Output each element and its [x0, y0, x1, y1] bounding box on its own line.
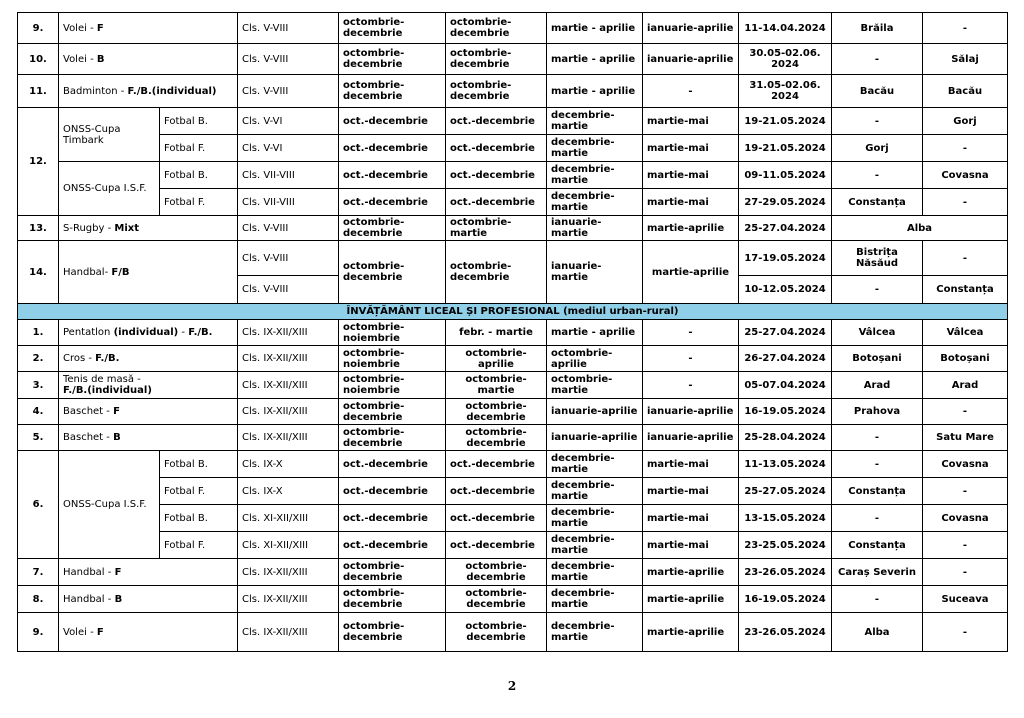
- stage-cell: octombrie-decembrie: [339, 216, 446, 241]
- final-date-cell: 27-29.05.2024: [739, 189, 832, 216]
- final-date-cell: 16-19.05.2024: [739, 399, 832, 425]
- stage-cell: octombrie-decembrie: [446, 559, 547, 586]
- location-cell: Caraș Severin: [832, 559, 923, 586]
- location-cell: Arad: [923, 372, 1008, 399]
- class-cell: Cls. V-VIII: [238, 13, 339, 44]
- class-cell: Cls. VII-VIII: [238, 189, 339, 216]
- location-cell: Covasna: [923, 505, 1008, 532]
- row-number: 9.: [18, 13, 59, 44]
- stage-cell: ianuarie-aprilie: [643, 399, 739, 425]
- stage-cell: octombrie-decembrie: [446, 425, 547, 451]
- table-row: [18, 505, 1008, 532]
- table-row: [18, 425, 1008, 451]
- stage-cell: octombrie-decembrie: [446, 13, 547, 44]
- sport-cell: Handbal - F: [59, 559, 238, 586]
- table-row: [18, 451, 1008, 478]
- stage-cell: oct.-decembrie: [446, 189, 547, 216]
- stage-cell: ianuarie-martie: [547, 241, 643, 304]
- stage-cell: oct.-decembrie: [339, 532, 446, 559]
- stage-cell: -: [643, 372, 739, 399]
- stage-cell: decembrie-martie: [547, 505, 643, 532]
- stage-cell: decembrie-martie: [547, 532, 643, 559]
- group-cell: ONSS-Cupa I.S.F.: [59, 162, 160, 216]
- final-date-cell: 10-12.05.2024: [739, 276, 832, 304]
- location-cell: -: [923, 559, 1008, 586]
- subcategory-cell: Fotbal B.: [160, 451, 238, 478]
- row-number: 8.: [18, 586, 59, 613]
- class-cell: Cls. V-VI: [238, 108, 339, 135]
- stage-cell: decembrie-martie: [547, 135, 643, 162]
- stage-cell: ianuarie-aprilie: [643, 425, 739, 451]
- row-number: 1.: [18, 320, 59, 346]
- stage-cell: octombrie-decembrie: [339, 586, 446, 613]
- stage-cell: martie-mai: [643, 478, 739, 505]
- competition-schedule-table: [17, 12, 1008, 652]
- row-number: 14.: [18, 241, 59, 304]
- stage-cell: martie-mai: [643, 162, 739, 189]
- final-date-cell: 17-19.05.2024: [739, 241, 832, 276]
- location-cell: -: [923, 613, 1008, 652]
- table-row: [18, 162, 1008, 189]
- location-cell: Arad: [832, 372, 923, 399]
- location-cell: -: [832, 425, 923, 451]
- stage-cell: octombrie-decembrie: [339, 559, 446, 586]
- location-cell: Covasna: [923, 451, 1008, 478]
- stage-cell: ianuarie-martie: [547, 216, 643, 241]
- location-cell: Constanța: [832, 189, 923, 216]
- stage-cell: oct.-decembrie: [446, 162, 547, 189]
- table-row: [18, 320, 1008, 346]
- class-cell: Cls. V-VIII: [238, 75, 339, 108]
- stage-cell: octombrie-aprilie: [547, 346, 643, 372]
- row-number: 5.: [18, 425, 59, 451]
- final-date-cell: 30.05-02.06. 2024: [739, 44, 832, 75]
- stage-cell: octombrie-decembrie: [339, 425, 446, 451]
- final-date-cell: 11-14.04.2024: [739, 13, 832, 44]
- sport-cell: Handbal - B: [59, 586, 238, 613]
- location-cell: -: [923, 241, 1008, 276]
- stage-cell: octombrie-decembrie: [339, 399, 446, 425]
- location-cell: Gorj: [832, 135, 923, 162]
- location-cell: -: [923, 532, 1008, 559]
- stage-cell: octombrie-martie: [446, 216, 547, 241]
- location-cell: Botoșani: [923, 346, 1008, 372]
- row-number: 12.: [18, 108, 59, 216]
- stage-cell: febr. - martie: [446, 320, 547, 346]
- final-date-cell: 25-27.04.2024: [739, 320, 832, 346]
- final-date-cell: 25-27.05.2024: [739, 478, 832, 505]
- location-cell: Covasna: [923, 162, 1008, 189]
- stage-cell: octombrie-decembrie: [446, 613, 547, 652]
- sport-cell: Volei - B: [59, 44, 238, 75]
- stage-cell: octombrie-decembrie: [339, 13, 446, 44]
- stage-cell: oct.-decembrie: [339, 478, 446, 505]
- row-number: 6.: [18, 451, 59, 559]
- final-date-cell: 26-27.04.2024: [739, 346, 832, 372]
- stage-cell: octombrie-aprilie: [446, 346, 547, 372]
- stage-cell: oct.-decembrie: [446, 505, 547, 532]
- location-cell: Vâlcea: [923, 320, 1008, 346]
- class-cell: Cls. IX-XII/XIII: [238, 346, 339, 372]
- row-number: 11.: [18, 75, 59, 108]
- location-cell: Alba: [832, 216, 1008, 241]
- stage-cell: oct.-decembrie: [339, 108, 446, 135]
- stage-cell: martie-aprilie: [643, 586, 739, 613]
- sport-cell: Handbal- F/B: [59, 241, 238, 304]
- class-cell: Cls. IX-X: [238, 451, 339, 478]
- table-row: [18, 108, 1008, 135]
- stage-cell: decembrie-martie: [547, 162, 643, 189]
- stage-cell: octombrie-decembrie: [446, 586, 547, 613]
- stage-cell: octombrie-noiembrie: [339, 372, 446, 399]
- final-date-cell: 23-25.05.2024: [739, 532, 832, 559]
- table-row: [18, 559, 1008, 586]
- row-number: 10.: [18, 44, 59, 75]
- stage-cell: octombrie-decembrie: [339, 613, 446, 652]
- stage-cell: octombrie-decembrie: [339, 241, 446, 304]
- final-date-cell: 19-21.05.2024: [739, 135, 832, 162]
- class-cell: Cls. V-VI: [238, 135, 339, 162]
- stage-cell: octombrie-decembrie: [446, 44, 547, 75]
- class-cell: Cls. IX-XII/XIII: [238, 559, 339, 586]
- stage-cell: oct.-decembrie: [446, 451, 547, 478]
- stage-cell: -: [643, 75, 739, 108]
- subcategory-cell: Fotbal B.: [160, 108, 238, 135]
- sport-cell: Badminton - F./B.(individual): [59, 75, 238, 108]
- class-cell: Cls. IX-XII/XIII: [238, 425, 339, 451]
- stage-cell: decembrie-martie: [547, 613, 643, 652]
- stage-cell: decembrie-martie: [547, 559, 643, 586]
- final-date-cell: 19-21.05.2024: [739, 108, 832, 135]
- final-date-cell: 13-15.05.2024: [739, 505, 832, 532]
- table-row: [18, 216, 1008, 241]
- stage-cell: -: [643, 346, 739, 372]
- class-cell: Cls. V-VIII: [238, 241, 339, 276]
- sport-cell: Tenis de masă - F./B.(individual): [59, 372, 238, 399]
- stage-cell: ianuarie-aprilie: [643, 44, 739, 75]
- final-date-cell: 16-19.05.2024: [739, 586, 832, 613]
- sport-cell: Baschet - F: [59, 399, 238, 425]
- sport-cell: Baschet - B: [59, 425, 238, 451]
- location-cell: -: [832, 276, 923, 304]
- stage-cell: decembrie-martie: [547, 586, 643, 613]
- stage-cell: octombrie-decembrie: [446, 399, 547, 425]
- location-cell: -: [923, 13, 1008, 44]
- subcategory-cell: Fotbal F.: [160, 189, 238, 216]
- stage-cell: martie-aprilie: [643, 613, 739, 652]
- stage-cell: martie-aprilie: [643, 559, 739, 586]
- page-number: 2: [507, 679, 517, 693]
- stage-cell: octombrie-decembrie: [339, 44, 446, 75]
- final-date-cell: 31.05-02.06. 2024: [739, 75, 832, 108]
- final-date-cell: 25-27.04.2024: [739, 216, 832, 241]
- sport-cell: S-Rugby - Mixt: [59, 216, 238, 241]
- table-row: [18, 478, 1008, 505]
- location-cell: Bistrița Năsăud: [832, 241, 923, 276]
- final-date-cell: 23-26.05.2024: [739, 613, 832, 652]
- stage-cell: decembrie-martie: [547, 189, 643, 216]
- location-cell: Constanța: [832, 532, 923, 559]
- location-cell: -: [832, 44, 923, 75]
- stage-cell: oct.-decembrie: [339, 505, 446, 532]
- location-cell: -: [923, 399, 1008, 425]
- stage-cell: octombrie-decembrie: [446, 75, 547, 108]
- table-row: [18, 13, 1008, 44]
- sport-cell: Cros - F./B.: [59, 346, 238, 372]
- stage-cell: decembrie-martie: [547, 108, 643, 135]
- table-row: [18, 613, 1008, 652]
- final-date-cell: 09-11.05.2024: [739, 162, 832, 189]
- stage-cell: martie-mai: [643, 108, 739, 135]
- stage-cell: -: [643, 320, 739, 346]
- class-cell: Cls. XI-XII/XIII: [238, 532, 339, 559]
- location-cell: Brăila: [832, 13, 923, 44]
- subcategory-cell: Fotbal F.: [160, 478, 238, 505]
- class-cell: Cls. V-VIII: [238, 44, 339, 75]
- table-row: [18, 241, 1008, 276]
- stage-cell: martie-mai: [643, 189, 739, 216]
- stage-cell: decembrie-martie: [547, 478, 643, 505]
- stage-cell: octombrie-martie: [547, 372, 643, 399]
- stage-cell: octombrie-noiembrie: [339, 320, 446, 346]
- stage-cell: martie - aprilie: [547, 75, 643, 108]
- location-cell: -: [832, 108, 923, 135]
- location-cell: Vâlcea: [832, 320, 923, 346]
- stage-cell: octombrie-noiembrie: [339, 346, 446, 372]
- final-date-cell: 25-28.04.2024: [739, 425, 832, 451]
- location-cell: Alba: [832, 613, 923, 652]
- stage-cell: oct.-decembrie: [339, 451, 446, 478]
- stage-cell: ianuarie-aprilie: [547, 399, 643, 425]
- stage-cell: martie - aprilie: [547, 13, 643, 44]
- class-cell: Cls. IX-XII/XIII: [238, 399, 339, 425]
- table-row: [18, 75, 1008, 108]
- section-header: ÎNVĂȚĂMÂNT LICEAL ȘI PROFESIONAL (mediul urban-rural): [18, 304, 1008, 320]
- row-number: 3.: [18, 372, 59, 399]
- stage-cell: martie-aprilie: [643, 241, 739, 304]
- stage-cell: martie-mai: [643, 532, 739, 559]
- row-number: 9.: [18, 613, 59, 652]
- stage-cell: ianuarie-aprilie: [547, 425, 643, 451]
- class-cell: Cls. XI-XII/XIII: [238, 505, 339, 532]
- class-cell: Cls. V-VIII: [238, 216, 339, 241]
- stage-cell: octombrie-decembrie: [339, 75, 446, 108]
- stage-cell: oct.-decembrie: [446, 478, 547, 505]
- subcategory-cell: Fotbal B.: [160, 162, 238, 189]
- row-number: 7.: [18, 559, 59, 586]
- class-cell: Cls. IX-XII/XIII: [238, 613, 339, 652]
- stage-cell: oct.-decembrie: [339, 135, 446, 162]
- final-date-cell: 05-07.04.2024: [739, 372, 832, 399]
- stage-cell: oct.-decembrie: [446, 532, 547, 559]
- stage-cell: oct.-decembrie: [339, 162, 446, 189]
- table-row: [18, 189, 1008, 216]
- stage-cell: ianuarie-aprilie: [643, 13, 739, 44]
- table-row: [18, 532, 1008, 559]
- sport-cell: Volei - F: [59, 613, 238, 652]
- stage-cell: martie-mai: [643, 505, 739, 532]
- subcategory-cell: Fotbal F.: [160, 135, 238, 162]
- location-cell: -: [832, 505, 923, 532]
- stage-cell: martie-mai: [643, 135, 739, 162]
- subcategory-cell: Fotbal B.: [160, 505, 238, 532]
- stage-cell: octombrie-decembrie: [446, 241, 547, 304]
- location-cell: Constanța: [832, 478, 923, 505]
- stage-cell: octombrie-martie: [446, 372, 547, 399]
- location-cell: -: [923, 189, 1008, 216]
- class-cell: Cls. IX-XII/XIII: [238, 586, 339, 613]
- class-cell: Cls. IX-X: [238, 478, 339, 505]
- location-cell: Constanța: [923, 276, 1008, 304]
- class-cell: Cls. V-VIII: [238, 276, 339, 304]
- stage-cell: martie-mai: [643, 451, 739, 478]
- final-date-cell: 11-13.05.2024: [739, 451, 832, 478]
- stage-cell: oct.-decembrie: [339, 189, 446, 216]
- location-cell: Gorj: [923, 108, 1008, 135]
- group-cell: ONSS-Cupa Timbark: [59, 108, 160, 162]
- location-cell: -: [923, 135, 1008, 162]
- stage-cell: martie - aprilie: [547, 320, 643, 346]
- location-cell: -: [832, 162, 923, 189]
- table-row: [18, 372, 1008, 399]
- table-row: [18, 346, 1008, 372]
- group-cell: ONSS-Cupa I.S.F.: [59, 451, 160, 559]
- location-cell: Suceava: [923, 586, 1008, 613]
- class-cell: Cls. IX-XII/XIII: [238, 320, 339, 346]
- location-cell: Bacău: [923, 75, 1008, 108]
- subcategory-cell: Fotbal F.: [160, 532, 238, 559]
- table-row: [18, 399, 1008, 425]
- location-cell: Prahova: [832, 399, 923, 425]
- section-header-row: [18, 304, 1008, 320]
- stage-cell: oct.-decembrie: [446, 135, 547, 162]
- class-cell: Cls. IX-XII/XIII: [238, 372, 339, 399]
- sport-cell: Volei - F: [59, 13, 238, 44]
- row-number: 13.: [18, 216, 59, 241]
- location-cell: -: [832, 451, 923, 478]
- row-number: 2.: [18, 346, 59, 372]
- class-cell: Cls. VII-VIII: [238, 162, 339, 189]
- table-row: [18, 44, 1008, 75]
- location-cell: -: [832, 586, 923, 613]
- stage-cell: decembrie-martie: [547, 451, 643, 478]
- location-cell: -: [923, 478, 1008, 505]
- location-cell: Sălaj: [923, 44, 1008, 75]
- location-cell: Satu Mare: [923, 425, 1008, 451]
- sport-cell: Pentatlon (individual) - F./B.: [59, 320, 238, 346]
- location-cell: Botoșani: [832, 346, 923, 372]
- table-row: [18, 586, 1008, 613]
- stage-cell: martie-aprilie: [643, 216, 739, 241]
- location-cell: Bacău: [832, 75, 923, 108]
- stage-cell: martie - aprilie: [547, 44, 643, 75]
- final-date-cell: 23-26.05.2024: [739, 559, 832, 586]
- table-row: [18, 135, 1008, 162]
- stage-cell: oct.-decembrie: [446, 108, 547, 135]
- row-number: 4.: [18, 399, 59, 425]
